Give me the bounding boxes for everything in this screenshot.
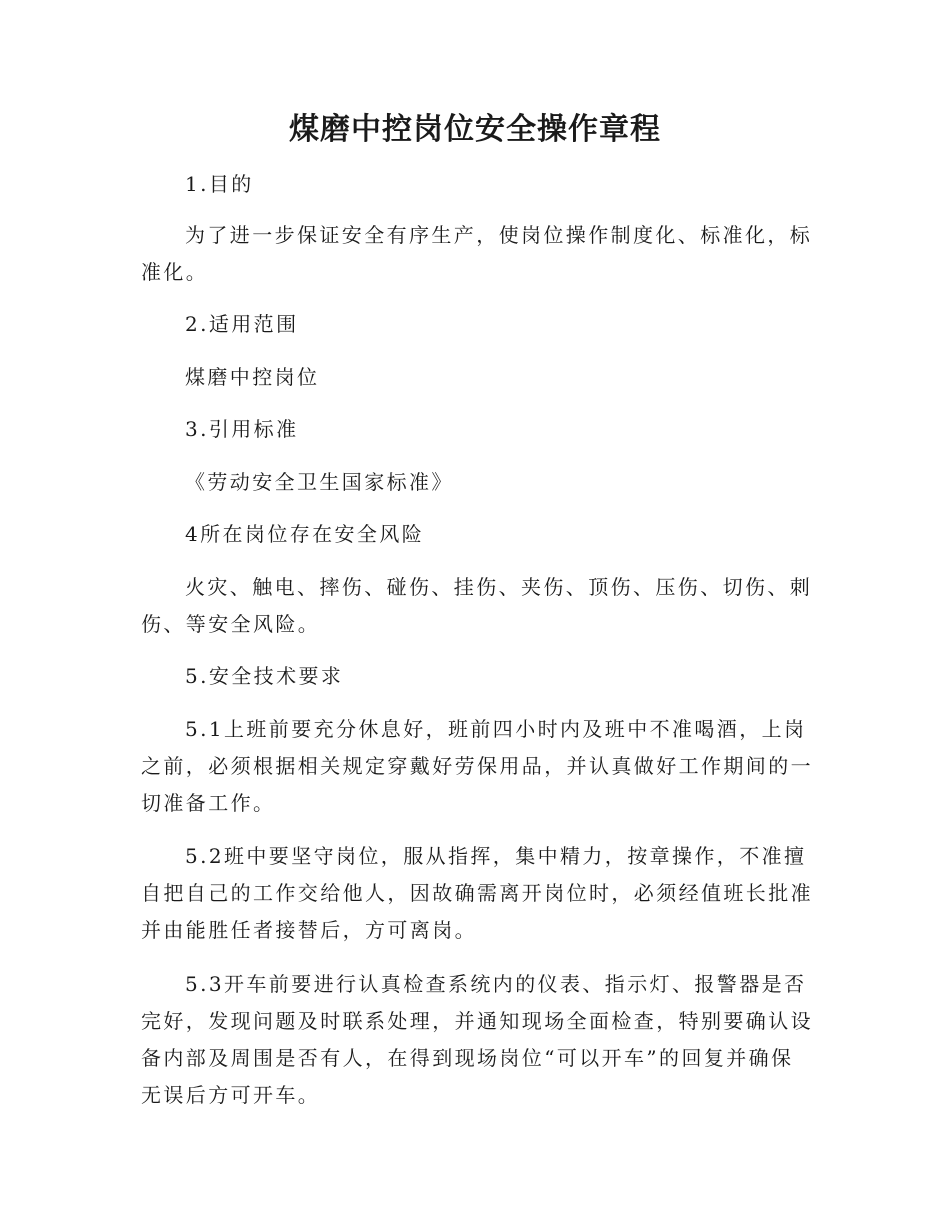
section-heading-scope: 2.适用范围 (185, 312, 299, 336)
paragraph-requirement-5-3: 5.3开车前要进行认真检查系统内的仪表、指示灯、报警器是否完好，发现问题及时联系处理，并通知现场全面检查，特别要确认设备内部及周围是否有人，在得到现场岗位“可以开车”的回复并确保无误后方可开车。 (141, 972, 813, 1107)
paragraph-reference: 《劳动安全卫生国家标准》 (185, 470, 454, 494)
document-title: 煤磨中控岗位安全操作章程 (289, 112, 661, 147)
paragraph-requirement-5-2: 5.2班中要坚守岗位，服从指挥，集中精力，按章操作，不准擅自把自己的工作交给他人，因故确需离开岗位时，必须经值班长批准并由能胜任者接替后，方可离岗。 (141, 844, 813, 942)
section-heading-purpose: 1.目的 (185, 172, 254, 196)
section-heading-requirements: 5.安全技术要求 (185, 664, 344, 688)
paragraph-requirement-5-1: 5.1上班前要充分休息好，班前四小时内及班中不准喝酒，上岗之前，必须根据相关规定穿戴好劳保用品，并认真做好工作期间的一切准备工作。 (141, 717, 813, 815)
section-heading-risks: 4所在岗位存在安全风险 (185, 522, 425, 546)
paragraph-scope: 煤磨中控岗位 (185, 365, 320, 389)
paragraph-purpose: 为了进一步保证安全有序生产，使岗位操作制度化、标准化，标准化。 (141, 223, 813, 284)
paragraph-risks: 火灾、触电、摔伤、碰伤、挂伤、夹伤、顶伤、压伤、切伤、刺伤、等安全风险。 (141, 575, 813, 636)
section-heading-reference: 3.引用标准 (185, 417, 299, 441)
